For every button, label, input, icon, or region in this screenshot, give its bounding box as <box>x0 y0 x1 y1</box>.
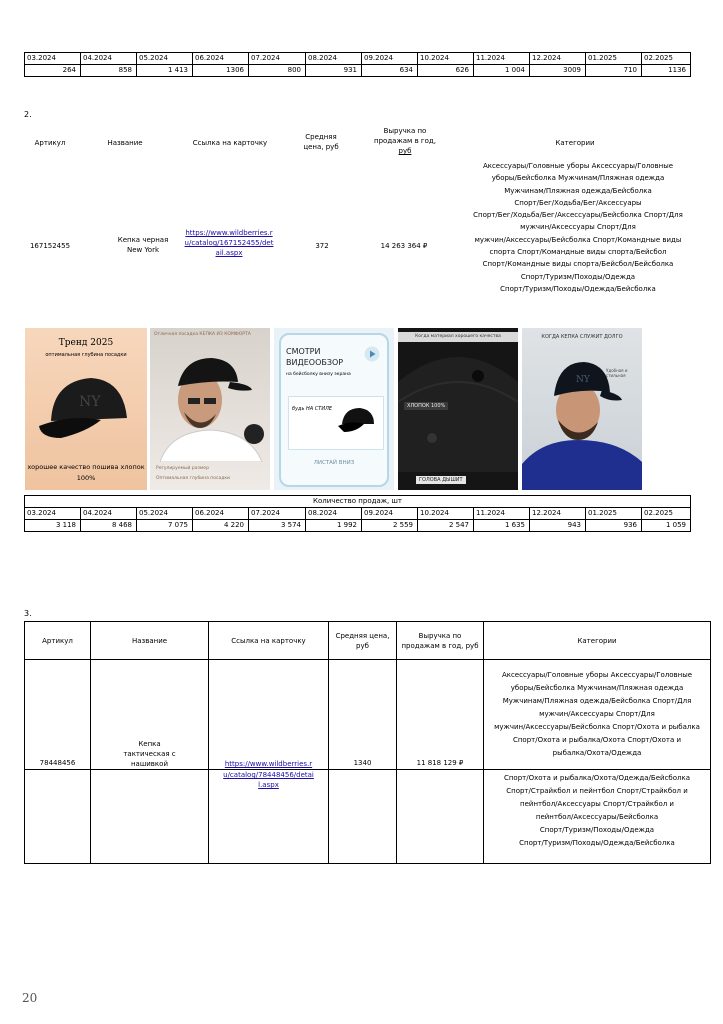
header-revenue-main: Выручка по продажам в год, <box>374 127 436 145</box>
empty-cell <box>397 770 484 864</box>
product-link[interactable] <box>178 228 280 258</box>
row-categories-top <box>484 660 711 770</box>
category-line: уборы/Бейсболка Мужчинам/Пляжная одежда <box>491 174 665 183</box>
category-line: мужчин/Аксессуары/Бейсболка Спорт/Охота и рыбалка <box>494 723 700 731</box>
section-number: 2. <box>24 110 32 119</box>
month-cell: 09.2024 <box>362 508 418 520</box>
title-row <box>25 496 691 508</box>
header-revenue <box>368 126 442 156</box>
row-article: 167152455 <box>29 242 71 250</box>
img2-top: Отличная посадка КЕПКА ИЗ КОМФОРТА <box>154 332 251 337</box>
value-cell: 3 118 <box>25 520 81 532</box>
category-line: рыбалка/Охота/Одежда <box>552 749 642 757</box>
header-article: Артикул <box>34 139 66 147</box>
value-cell: 2 547 <box>418 520 474 532</box>
img3-sub: на бейсболку внизу экрана <box>286 372 351 377</box>
img3-title: СМОТРИ ВИДЕООБЗОР <box>286 347 344 367</box>
header-categories: Категории <box>555 139 595 147</box>
header-revenue-unit: руб <box>398 147 412 155</box>
category-line: Спорт/Страйкбол и пейнтбол Спорт/Страйкбол и <box>506 787 688 795</box>
value-cell: 943 <box>530 520 586 532</box>
empty-cell <box>329 770 397 864</box>
link-line[interactable]: u/catalog/78448456/detai <box>223 771 314 779</box>
category-line: пейнтбол/Аксессуары/Бейсболка <box>535 813 659 821</box>
category-line: мужчин/Аксессуары/Бейсболка Спорт/Командные виды <box>474 235 682 244</box>
month-cell: 12.2024 <box>530 508 586 520</box>
row-revenue: 11 818 129 ₽ <box>397 660 484 770</box>
value-cell: 7 075 <box>137 520 193 532</box>
img2-bottom-1: Регулируемый размер <box>156 466 209 471</box>
table-title: Количество продаж, шт <box>25 496 691 508</box>
product-image-4 <box>398 328 518 490</box>
value-cell: 1 413 <box>137 65 193 77</box>
product-image-2 <box>150 328 270 490</box>
row-revenue: 14 263 364 ₽ <box>380 242 428 250</box>
value-cell: 3009 <box>530 65 586 77</box>
month-cell: 07.2024 <box>249 53 306 65</box>
value-cell: 936 <box>586 520 642 532</box>
sales-table-1 <box>24 52 691 77</box>
category-line: мужчин/Аксессуары Спорт/Для <box>539 710 655 718</box>
link-line[interactable]: https://www.wildberries.r <box>224 760 313 768</box>
header-revenue: Выручка по продажам в год, руб <box>397 622 484 660</box>
value-cell: 858 <box>81 65 137 77</box>
img5-side: Удобная и стильная <box>606 368 628 378</box>
img1-sub: оптимальная глубина посадки <box>45 352 127 358</box>
value-cell: 800 <box>249 65 306 77</box>
category-line: Спорт/Туризм/Походы/Одежда <box>520 272 636 281</box>
category-line: Мужчинам/Пляжная одежда/Бейсболка <box>504 186 652 195</box>
header-link: Ссылка на карточку <box>192 139 268 147</box>
month-cell: 05.2024 <box>137 508 193 520</box>
month-cell: 12.2024 <box>530 53 586 65</box>
img1-title: Тренд 2025 <box>58 338 114 348</box>
row-categories-bottom <box>484 770 711 864</box>
value-cell: 710 <box>586 65 642 77</box>
img4-top: Когда материал хорошего качества <box>398 332 518 342</box>
category-line: Аксессуары/Головные уборы Аксессуары/Головные <box>482 162 674 170</box>
month-cell: 02.2025 <box>642 508 691 520</box>
month-cell: 04.2024 <box>81 53 137 65</box>
value-cell: 1136 <box>642 65 691 77</box>
header-categories: Категории <box>484 622 711 660</box>
month-cell: 01.2025 <box>586 53 642 65</box>
value-cell: 3 574 <box>249 520 306 532</box>
category-line: уборы/Бейсболка Мужчинам/Пляжная одежда <box>510 684 684 692</box>
month-cell: 10.2024 <box>418 508 474 520</box>
link-line[interactable]: ail.aspx <box>215 249 243 257</box>
category-line: Мужчинам/Пляжная одежда/Бейсболка Спорт/Для <box>502 697 692 705</box>
value-cell: 626 <box>418 65 474 77</box>
value-cell: 1306 <box>193 65 249 77</box>
month-cell: 10.2024 <box>418 53 474 65</box>
row-price: 372 <box>315 242 329 250</box>
link-line[interactable]: u/catalog/167152455/det <box>184 239 274 247</box>
value-cell: 2 559 <box>362 520 418 532</box>
category-line: Спорт/Туризм/Походы/Одежда/Бейсболка <box>500 284 656 293</box>
product-image-3 <box>274 328 394 490</box>
row-article: 78448456 <box>25 660 91 770</box>
header-link: Ссылка на карточку <box>209 622 329 660</box>
month-cell: 11.2024 <box>474 508 530 520</box>
value-cell: 931 <box>306 65 362 77</box>
value-cell: 4 220 <box>193 520 249 532</box>
month-cell: 04.2024 <box>81 508 137 520</box>
month-cell: 05.2024 <box>137 53 193 65</box>
empty-cell <box>91 770 209 864</box>
product-link-continued[interactable] <box>209 770 329 864</box>
value-cell: 1 635 <box>474 520 530 532</box>
row-name: Кепка тактическая с нашивкой <box>91 660 209 770</box>
header-price: Средняя цена, руб <box>303 133 339 151</box>
img3-bottom: ЛИСТАЙ ВНИЗ <box>313 460 355 466</box>
month-cell: 08.2024 <box>306 508 362 520</box>
month-cell: 07.2024 <box>249 508 306 520</box>
category-line: Спорт/Бег/Ходьба/Бег/Аксессуары/Бейсболка Спорт/Для <box>473 211 683 220</box>
month-cell: 03.2024 <box>25 508 81 520</box>
page-number: 20 <box>22 991 38 1005</box>
product-image-5 <box>522 328 642 490</box>
link-line[interactable]: https://www.wildberries.r <box>185 229 273 237</box>
play-icon <box>364 346 380 362</box>
img4-bottom: ГОЛОВА ДЫШИТ <box>416 476 466 484</box>
month-cell: 03.2024 <box>25 53 81 65</box>
cap-icon <box>31 366 141 446</box>
cap-icon <box>336 404 378 434</box>
img2-bottom-2: Оптимальная глубина посадки <box>156 476 230 481</box>
row-price: 1340 <box>329 660 397 770</box>
month-cell: 09.2024 <box>362 53 418 65</box>
category-line: Спорт/Охота и рыбалка/Охота/Одежда/Бейсболка <box>503 774 691 782</box>
header-name: Название <box>107 139 143 147</box>
value-cell: 1 992 <box>306 520 362 532</box>
img3-tag: будь НА СТИЛЕ <box>292 406 333 412</box>
months-row <box>25 508 691 520</box>
category-line: мужчин/Аксессуары Спорт/Для <box>520 223 636 232</box>
product-image-1 <box>25 328 147 490</box>
svg-text:NY: NY <box>79 394 101 410</box>
month-cell: 08.2024 <box>306 53 362 65</box>
empty-cell <box>25 770 91 864</box>
product-table-3 <box>24 621 711 864</box>
header-article: Артикул <box>25 622 91 660</box>
category-line: Спорт/Командные виды спорта/Бейсбол/Бейсболка <box>482 260 674 269</box>
value-cell: 1 004 <box>474 65 530 77</box>
sales-table-2 <box>24 495 691 532</box>
category-line: Спорт/Бег/Ходьба/Бег/Аксессуары <box>514 198 642 207</box>
category-line: Спорт/Туризм/Походы/Одежда <box>539 826 655 834</box>
value-cell: 8 468 <box>81 520 137 532</box>
row-categories <box>462 160 694 295</box>
category-line: Спорт/Охота и рыбалка/Охота Спорт/Охота и <box>512 736 682 744</box>
img5-top: КОГДА КЕПКА СЛУЖИТ ДОЛГО <box>541 334 623 340</box>
values-row <box>25 65 691 77</box>
category-line: Аксессуары/Головные уборы Аксессуары/Головные <box>501 671 693 679</box>
months-row <box>25 53 691 65</box>
data-row-continued <box>25 770 711 864</box>
header-name: Название <box>91 622 209 660</box>
value-cell: 264 <box>25 65 81 77</box>
value-cell: 1 059 <box>642 520 691 532</box>
img4-label: ХЛОПОК 100% <box>404 402 448 410</box>
category-line: спорта Спорт/Командные виды спорта/Бейсбол <box>489 248 667 257</box>
product-link[interactable] <box>209 660 329 770</box>
header-price: Средняя цена, руб <box>329 622 397 660</box>
section-number: 3. <box>24 609 32 618</box>
header-row <box>25 622 711 660</box>
category-line: Спорт/Туризм/Походы/Одежда/Бейсболка <box>519 839 675 847</box>
values-row <box>25 520 691 532</box>
month-cell: 11.2024 <box>474 53 530 65</box>
month-cell: 06.2024 <box>193 53 249 65</box>
man-with-cap-photo <box>150 342 270 462</box>
category-line: пейнтбол/Аксессуары Спорт/Страйкбол и <box>520 800 674 808</box>
man-in-blue-photo <box>522 344 642 490</box>
data-row <box>25 660 711 770</box>
month-cell: 01.2025 <box>586 508 642 520</box>
svg-text:NY: NY <box>576 375 590 385</box>
link-line[interactable]: l.aspx <box>258 781 279 789</box>
img1-bottom: хорошее качество пошива хлопок 100% <box>27 463 145 482</box>
row-name: Кепка черная New York <box>117 236 169 254</box>
value-cell: 634 <box>362 65 418 77</box>
month-cell: 06.2024 <box>193 508 249 520</box>
month-cell: 02.2025 <box>642 53 691 65</box>
